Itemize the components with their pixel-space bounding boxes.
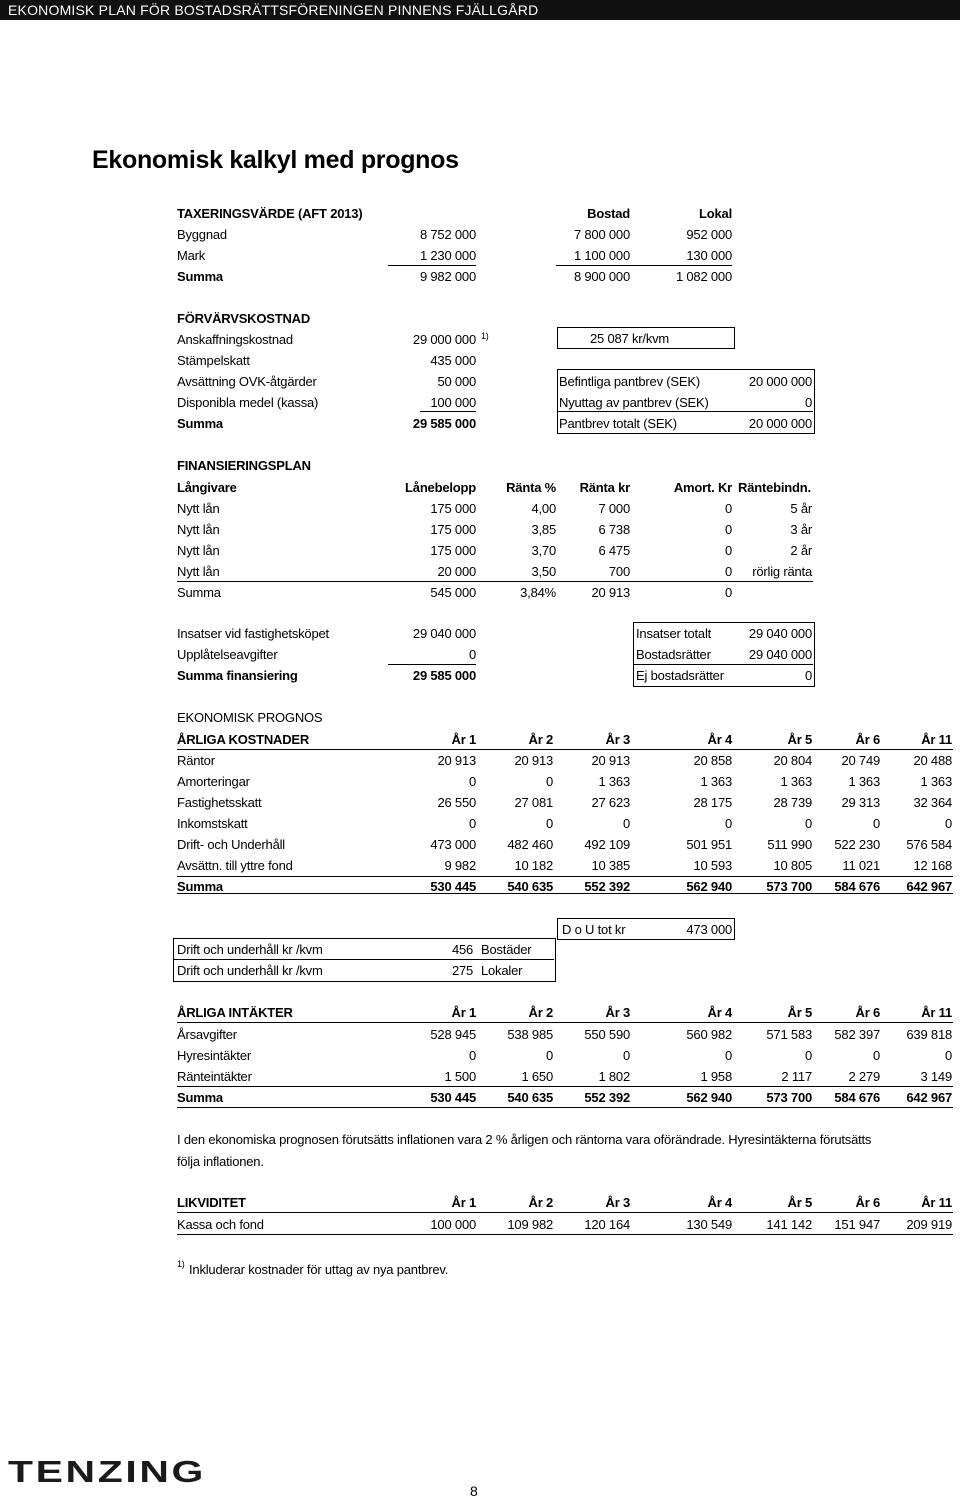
forvarv-value: 50 000 (437, 374, 476, 389)
loan-cell: 20 913 (591, 585, 630, 600)
forvarv-label: Anskaffningskostnad (177, 332, 293, 347)
year-header: År 11 (921, 1005, 952, 1020)
forvarv-value: 29 000 000 (412, 332, 476, 347)
loan-cell: 0 (724, 522, 732, 537)
intakter-label: Ränteintäkter (177, 1069, 252, 1084)
kostnader-value: 511 990 (767, 837, 812, 852)
pantbrev-value: 20 000 000 (748, 416, 812, 431)
kostnader-value: 10 593 (693, 858, 732, 873)
year-header: År 2 (528, 732, 553, 747)
kostnader-value: 12 168 (913, 858, 952, 873)
year-header: År 5 (787, 1195, 812, 1210)
divider (177, 749, 953, 750)
kostnader-value: 522 230 (834, 837, 880, 852)
intakter-value: 639 818 (906, 1027, 952, 1042)
insatser-label: Upplåtelseavgifter (177, 647, 278, 662)
dou-box (557, 918, 735, 940)
page-number: 8 (470, 1483, 478, 1499)
intakter-value: 562 940 (686, 1090, 732, 1105)
drift-kvm-label: Drift och underhåll kr /kvm (177, 942, 323, 957)
dou-value: 473 000 (686, 922, 732, 937)
loan-cell: 2 år (790, 543, 812, 558)
kostnader-value: 20 749 (841, 753, 880, 768)
loan-cell: 4,00 (531, 501, 556, 516)
kostnader-label: Summa (177, 879, 223, 894)
drift-kvm-value: 275 (452, 963, 474, 978)
kostnader-label: Fastighetsskatt (177, 795, 262, 810)
kvm-box (557, 327, 735, 349)
likviditet-value: 209 919 (906, 1217, 952, 1232)
insatser-value: 29 040 000 (412, 626, 476, 641)
kostnader-value: 552 392 (584, 879, 630, 894)
likviditet-label: Kassa och fond (177, 1217, 264, 1232)
intakter-value: 1 650 (521, 1069, 553, 1084)
year-header: År 4 (707, 732, 732, 747)
loan-cell: 175 000 (430, 543, 476, 558)
divider (557, 411, 813, 412)
divider (556, 265, 732, 266)
kostnader-value: 27 623 (591, 795, 630, 810)
forvarv-label: Disponibla medel (kassa) (177, 395, 319, 410)
divider (420, 411, 476, 412)
prognos-note: följa inflationen. (177, 1154, 264, 1169)
drift-kvm-type: Lokaler (481, 963, 523, 978)
footnote-mark: 1) (481, 331, 489, 341)
loan-cell: 7 000 (598, 501, 630, 516)
intakter-value: 0 (545, 1048, 553, 1063)
taxering-bostad: 8 900 000 (573, 269, 630, 284)
col-header: Lånebelopp (405, 480, 476, 495)
kostnader-label: Avsättn. till yttre fond (177, 858, 293, 873)
taxering-total: 9 982 000 (419, 269, 476, 284)
kostnader-value: 10 385 (591, 858, 630, 873)
kostnader-value: 501 951 (686, 837, 732, 852)
kostnader-value: 0 (545, 774, 553, 789)
intakter-value: 642 967 (906, 1090, 952, 1105)
insatser-right-label: Ej bostadsrätter (636, 668, 724, 683)
loan-cell: 545 000 (430, 585, 476, 600)
likviditet-value: 130 549 (686, 1217, 732, 1232)
forvarv-label: Avsättning OVK-åtgärder (177, 374, 317, 389)
forvarv-label: Summa (177, 416, 223, 431)
kostnader-value: 0 (872, 816, 880, 831)
loan-lender: Nytt lån (177, 501, 220, 516)
divider (177, 1086, 953, 1087)
kostnader-value: 482 460 (507, 837, 553, 852)
insatser-right-label: Bostadsrätter (636, 647, 711, 662)
kostnader-value: 0 (944, 816, 952, 831)
prognos-note: I den ekonomiska prognosen förutsätts inflationen vara 2 % årligen och räntorna vara oförändrade. Hyresintäkterna förutsätts (177, 1132, 872, 1147)
intakter-value: 571 583 (766, 1027, 812, 1042)
loan-cell: 5 år (790, 501, 812, 516)
kostnader-value: 32 364 (913, 795, 952, 810)
loan-cell: 6 475 (598, 543, 630, 558)
divider (177, 893, 953, 894)
loan-cell: 20 000 (437, 564, 476, 579)
taxering-bostad: 1 100 000 (573, 248, 630, 263)
intakter-value: 573 700 (766, 1090, 812, 1105)
divider (177, 876, 953, 877)
col-header: Räntebindn. (738, 480, 811, 495)
kostnader-value: 492 109 (584, 837, 630, 852)
loan-cell: 0 (724, 501, 732, 516)
kostnader-value: 0 (622, 816, 630, 831)
taxering-lokal: 1 082 000 (675, 269, 732, 284)
drift-kvm-type: Bostäder (481, 942, 532, 957)
kostnader-heading: ÅRLIGA KOSTNADER (177, 732, 310, 747)
kostnader-value: 28 739 (773, 795, 812, 810)
kostnader-value: 530 445 (430, 879, 476, 894)
intakter-label: Hyresintäkter (177, 1048, 251, 1063)
year-header: År 5 (787, 1005, 812, 1020)
kostnader-value: 20 913 (591, 753, 630, 768)
loan-lender: Summa (177, 585, 221, 600)
intakter-value: 0 (468, 1048, 476, 1063)
loan-lender: Nytt lån (177, 543, 220, 558)
col-bostad: Bostad (587, 206, 630, 221)
likviditet-value: 120 164 (584, 1217, 630, 1232)
pantbrev-label: Nyuttag av pantbrev (SEK) (559, 395, 709, 410)
page-title: Ekonomisk kalkyl med prognos (92, 146, 459, 174)
intakter-value: 1 500 (444, 1069, 476, 1084)
intakter-value: 2 279 (848, 1069, 880, 1084)
kostnader-value: 473 000 (430, 837, 476, 852)
insatser-value: 0 (468, 647, 476, 662)
loan-cell: 175 000 (430, 501, 476, 516)
forvarv-heading: FÖRVÄRVSKOSTNAD (177, 311, 311, 326)
kostnader-value: 0 (724, 816, 732, 831)
kostnader-label: Räntor (177, 753, 215, 768)
drift-kvm-label: Drift och underhåll kr /kvm (177, 963, 323, 978)
loan-cell: rörlig ränta (752, 564, 812, 579)
kostnader-value: 0 (468, 816, 476, 831)
year-header: År 4 (707, 1005, 732, 1020)
insatser-right-label: Insatser totalt (636, 626, 712, 641)
prognos-heading: EKONOMISK PROGNOS (177, 710, 323, 725)
intakter-value: 540 635 (507, 1090, 553, 1105)
insatser-value: 29 585 000 (412, 668, 476, 683)
intakter-value: 528 945 (430, 1027, 476, 1042)
kostnader-value: 20 488 (913, 753, 952, 768)
page-header: EKONOMISK PLAN FÖR BOSTADSRÄTTSFÖRENINGEN PINNENS FJÄLLGÅRD (0, 0, 960, 20)
likviditet-heading: LIKVIDITET (177, 1195, 246, 1210)
kostnader-value: 26 550 (437, 795, 476, 810)
divider (177, 1022, 953, 1023)
intakter-value: 3 149 (920, 1069, 952, 1084)
forvarv-label: Stämpelskatt (177, 353, 250, 368)
kostnader-value: 1 363 (848, 774, 880, 789)
intakter-value: 550 590 (584, 1027, 630, 1042)
dou-label: D o U tot kr (562, 922, 626, 937)
footnote-text: Inkluderar kostnader för uttag av nya pantbrev. (189, 1262, 449, 1277)
insatser-label: Insatser vid fastighetsköpet (177, 626, 329, 641)
kostnader-value: 0 (804, 816, 812, 831)
intakter-value: 584 676 (834, 1090, 880, 1105)
loan-cell: 700 (608, 564, 630, 579)
kostnader-value: 20 858 (693, 753, 732, 768)
intakter-label: Årsavgifter (177, 1027, 237, 1042)
loan-cell: 175 000 (430, 522, 476, 537)
year-header: År 11 (921, 1195, 952, 1210)
taxering-total: 1 230 000 (419, 248, 476, 263)
divider (173, 959, 554, 960)
divider (177, 1212, 953, 1213)
taxering-label: Byggnad (177, 227, 227, 242)
kostnader-label: Inkomstskatt (177, 816, 248, 831)
kostnader-value: 1 363 (920, 774, 952, 789)
kostnader-value: 10 805 (773, 858, 812, 873)
year-header: År 1 (451, 1195, 476, 1210)
forvarv-value: 100 000 (430, 395, 476, 410)
insatser-right-value: 29 040 000 (748, 626, 812, 641)
loan-cell: 3,50 (531, 564, 556, 579)
forvarv-value: 435 000 (430, 353, 476, 368)
insatser-label: Summa finansiering (177, 668, 298, 683)
kostnader-value: 20 913 (514, 753, 553, 768)
divider (177, 1234, 953, 1235)
intakter-value: 530 445 (430, 1090, 476, 1105)
kostnader-value: 562 940 (686, 879, 732, 894)
loan-cell: 3,85 (531, 522, 556, 537)
intakter-value: 538 985 (507, 1027, 553, 1042)
insatser-right-value: 0 (804, 668, 812, 683)
divider (633, 664, 813, 665)
kostnader-value: 27 081 (514, 795, 553, 810)
loan-cell: 6 738 (598, 522, 630, 537)
taxering-label: Summa (177, 269, 223, 284)
year-header: År 6 (855, 1195, 880, 1210)
kostnader-label: Amorteringar (177, 774, 250, 789)
forvarv-value: 29 585 000 (412, 416, 476, 431)
taxering-bostad: 7 800 000 (573, 227, 630, 242)
pantbrev-value: 0 (804, 395, 812, 410)
kostnader-value: 576 584 (906, 837, 952, 852)
taxering-total: 8 752 000 (419, 227, 476, 242)
footnote-mark: 1) (177, 1259, 185, 1269)
loan-cell: 3 år (790, 522, 812, 537)
loan-lender: Nytt lån (177, 522, 220, 537)
kostnader-value: 0 (545, 816, 553, 831)
kvm-value: 25 087 kr/kvm (590, 331, 670, 346)
pantbrev-value: 20 000 000 (748, 374, 812, 389)
year-header: År 3 (605, 1005, 630, 1020)
logo-text: TENZING (8, 1455, 206, 1487)
kostnader-value: 29 313 (841, 795, 880, 810)
intakter-value: 0 (724, 1048, 732, 1063)
drift-kvm-value: 456 (452, 942, 474, 957)
year-header: År 3 (605, 1195, 630, 1210)
col-header: Ränta kr (579, 480, 630, 495)
loan-cell: 0 (724, 564, 732, 579)
taxering-heading: TAXERINGSVÄRDE (AFT 2013) (177, 206, 363, 221)
year-header: År 1 (451, 1005, 476, 1020)
divider (388, 664, 476, 665)
kostnader-value: 20 804 (773, 753, 812, 768)
loan-cell: 3,84% (520, 585, 556, 600)
likviditet-value: 100 000 (430, 1217, 476, 1232)
kostnader-value: 9 982 (444, 858, 476, 873)
kostnader-value: 573 700 (766, 879, 812, 894)
year-header: År 5 (787, 732, 812, 747)
intakter-value: 582 397 (834, 1027, 880, 1042)
year-header: År 2 (528, 1195, 553, 1210)
loan-cell: 0 (724, 543, 732, 558)
divider (177, 581, 813, 582)
divider (388, 265, 476, 266)
kostnader-value: 1 363 (700, 774, 732, 789)
year-header: År 6 (855, 732, 880, 747)
kostnader-value: 1 363 (598, 774, 630, 789)
year-header: År 6 (855, 1005, 880, 1020)
intakter-value: 560 982 (686, 1027, 732, 1042)
col-header: Långivare (177, 480, 237, 495)
year-header: År 1 (451, 732, 476, 747)
kostnader-value: 540 635 (507, 879, 553, 894)
intakter-label: Summa (177, 1090, 223, 1105)
kostnader-label: Drift- och Underhåll (177, 837, 285, 852)
likviditet-value: 141 142 (766, 1217, 812, 1232)
year-header: År 4 (707, 1195, 732, 1210)
kostnader-value: 28 175 (693, 795, 732, 810)
intakter-value: 552 392 (584, 1090, 630, 1105)
intakter-value: 0 (622, 1048, 630, 1063)
year-header: År 2 (528, 1005, 553, 1020)
intakter-value: 2 117 (781, 1069, 812, 1084)
col-header: Amort. Kr (673, 480, 732, 495)
intakter-value: 0 (872, 1048, 880, 1063)
col-header: Ränta % (506, 480, 556, 495)
intakter-value: 0 (944, 1048, 952, 1063)
loan-lender: Nytt lån (177, 564, 220, 579)
year-header: År 11 (921, 732, 952, 747)
likviditet-value: 109 982 (507, 1217, 553, 1232)
kostnader-value: 20 913 (437, 753, 476, 768)
pantbrev-label: Pantbrev totalt (SEK) (559, 416, 677, 431)
pantbrev-label: Befintliga pantbrev (SEK) (559, 374, 700, 389)
intakter-heading: ÅRLIGA INTÄKTER (177, 1005, 293, 1020)
intakter-value: 1 958 (700, 1069, 732, 1084)
finansiering-heading: FINANSIERINGSPLAN (177, 458, 311, 473)
col-lokal: Lokal (699, 206, 732, 221)
intakter-value: 1 802 (598, 1069, 630, 1084)
intakter-value: 0 (804, 1048, 812, 1063)
insatser-right-value: 29 040 000 (748, 647, 812, 662)
kostnader-value: 10 182 (514, 858, 553, 873)
loan-cell: 0 (724, 585, 732, 600)
tenzing-logo (6, 1455, 210, 1487)
divider (177, 1107, 953, 1108)
loan-cell: 3,70 (531, 543, 556, 558)
kostnader-value: 584 676 (834, 879, 880, 894)
taxering-lokal: 952 000 (686, 227, 732, 242)
kostnader-value: 642 967 (906, 879, 952, 894)
taxering-lokal: 130 000 (686, 248, 732, 263)
year-header: År 3 (605, 732, 630, 747)
kostnader-value: 1 363 (780, 774, 812, 789)
kostnader-value: 11 021 (842, 858, 880, 873)
kostnader-value: 0 (468, 774, 476, 789)
taxering-label: Mark (177, 248, 206, 263)
likviditet-value: 151 947 (834, 1217, 880, 1232)
